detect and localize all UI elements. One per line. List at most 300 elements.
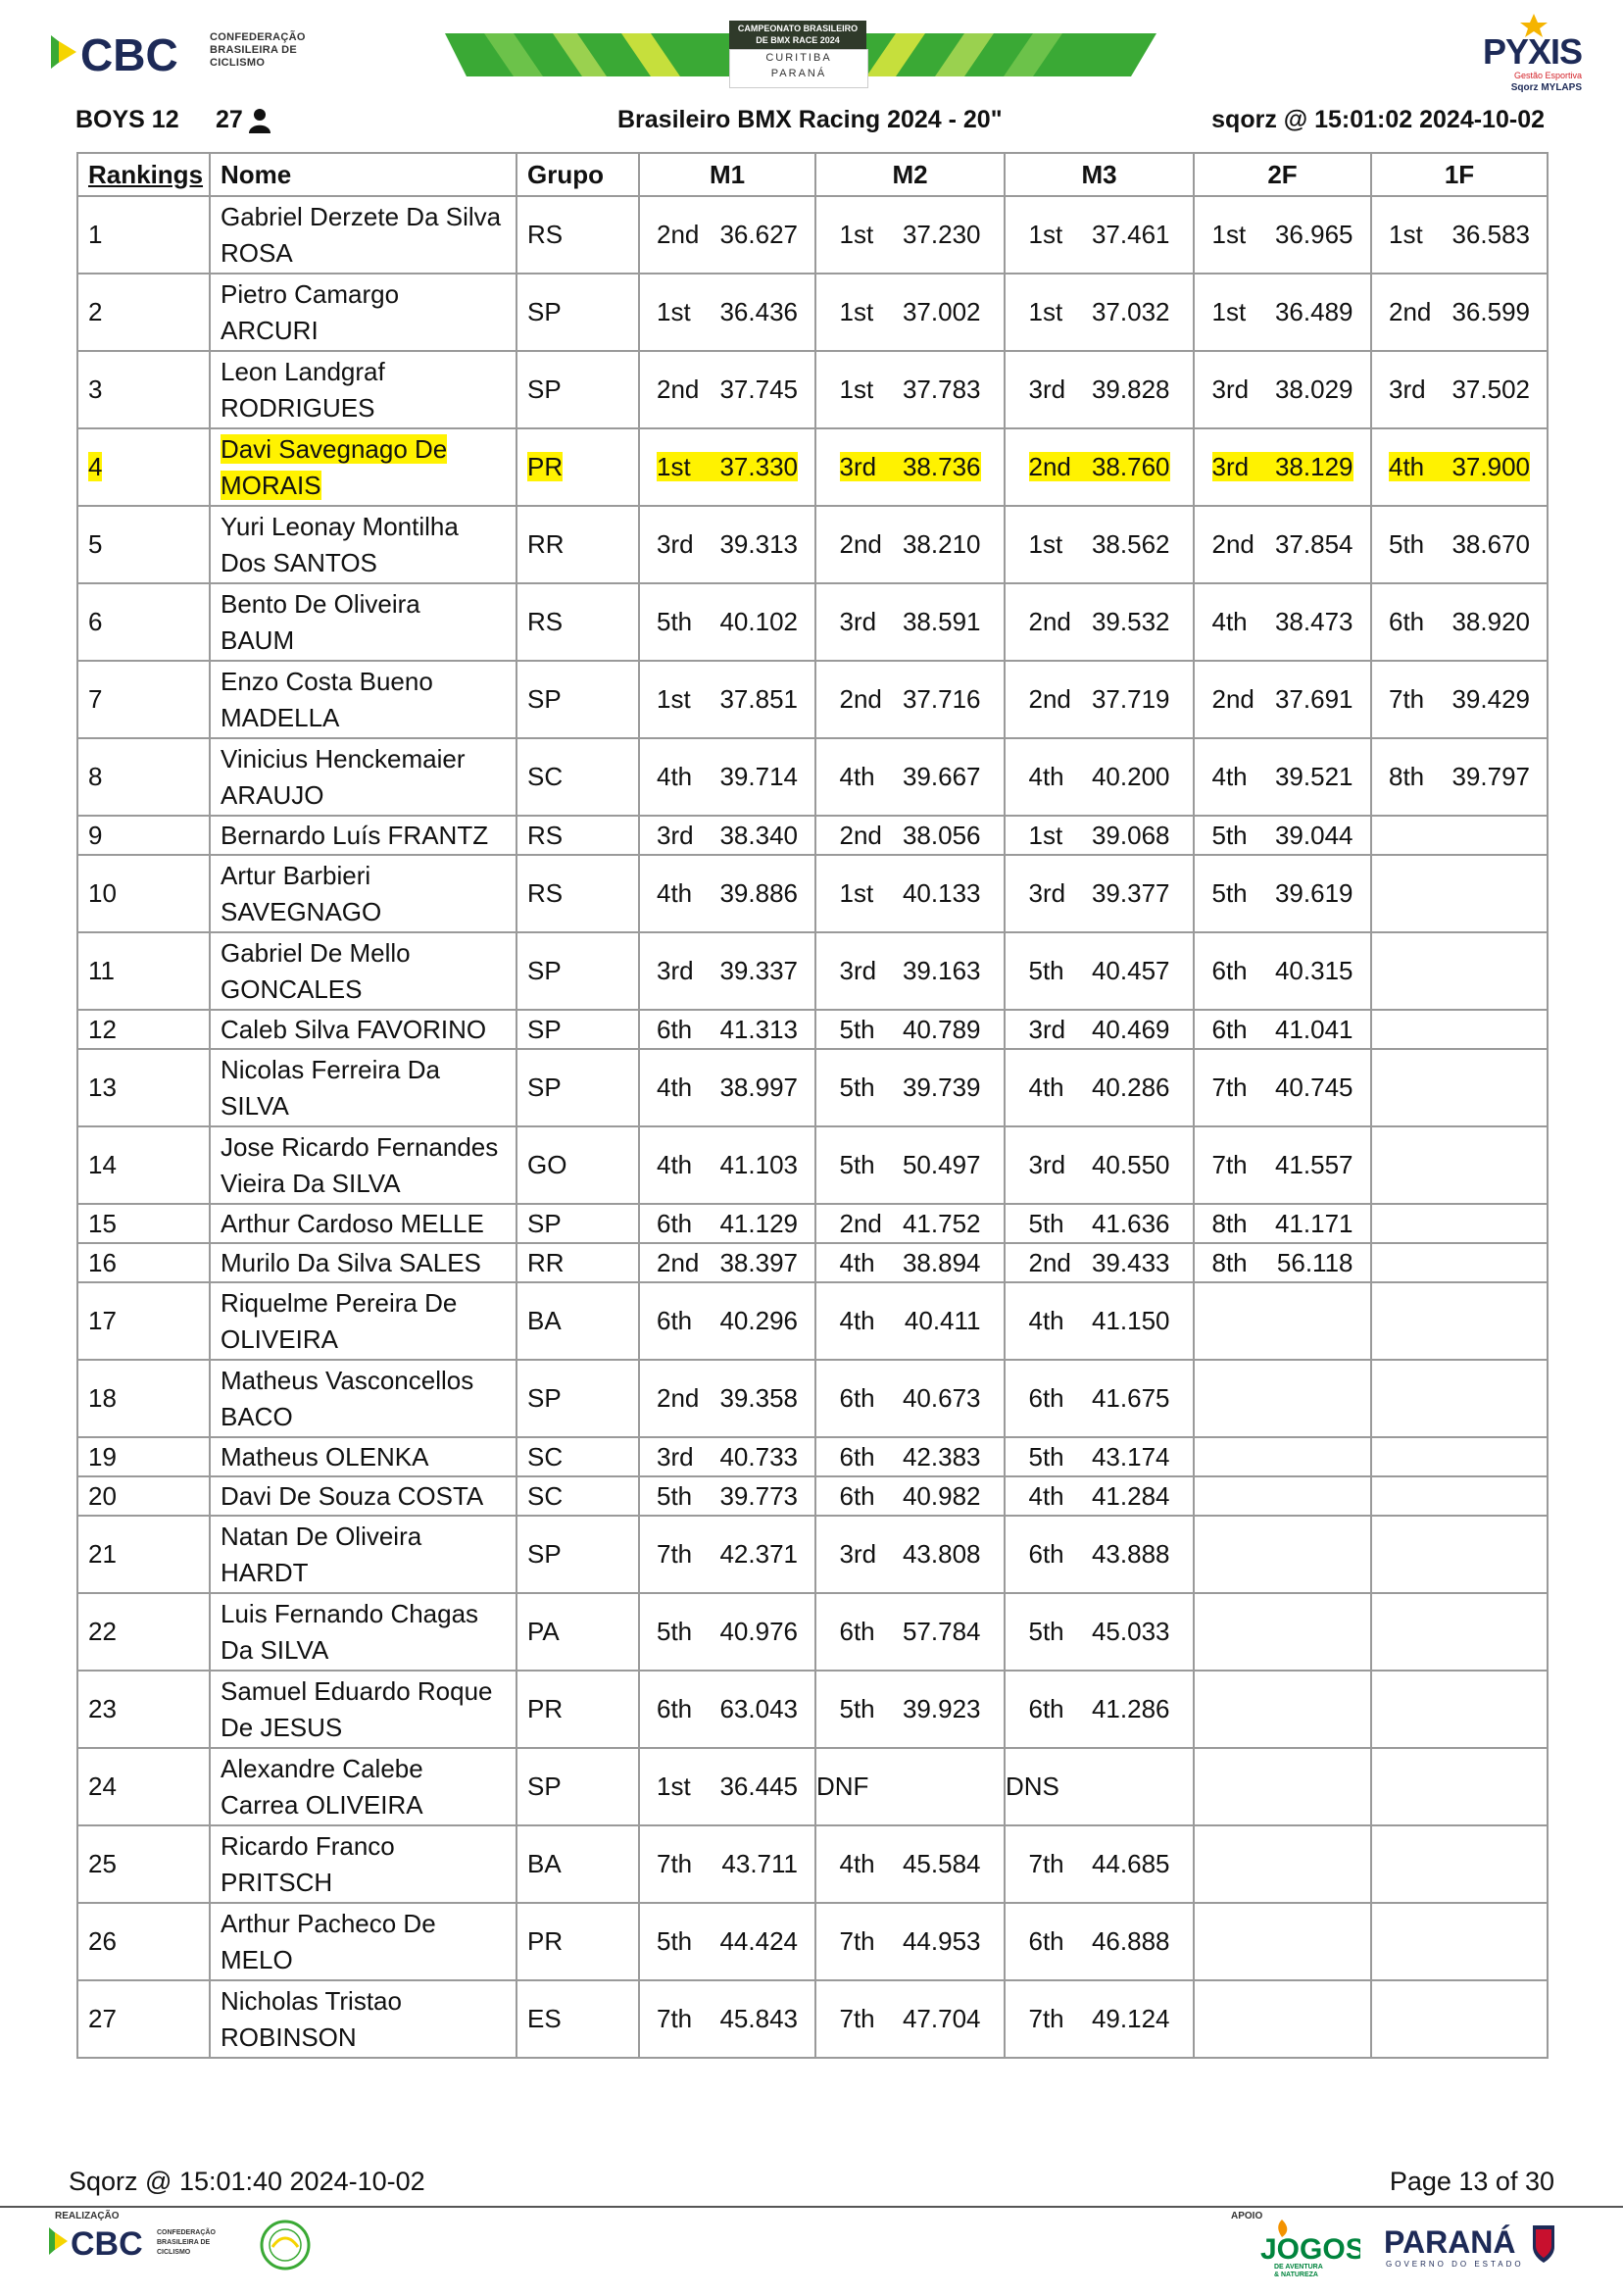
m1-cell [639,1980,815,2058]
group-cell: SC [516,1476,639,1516]
m2-time: 40.789 [902,1014,981,1044]
2f-position: 3rd [1211,374,1250,404]
rankings-table [76,152,1549,2059]
m3-time: 40.457 [1091,956,1170,985]
2f-position: 3rd [1211,452,1250,481]
m3-position: 4th [1028,762,1064,791]
name-line: Da SILVA [221,1634,329,1665]
2f-cell [1194,816,1371,855]
table-row [77,1126,1548,1204]
group-cell: RS [516,855,639,932]
m2-cell [815,1980,1005,2058]
name-line: ARCURI [221,315,319,345]
1f-cell [1371,932,1548,1010]
table-row [77,661,1548,738]
category-label: BOYS 12 [75,106,179,133]
m3-cell [1005,1516,1194,1593]
name-line: Luis Fernando Chagas [221,1598,479,1628]
name-cell [210,1360,516,1437]
svg-text:CICLISMO: CICLISMO [157,2249,191,2256]
table-row [77,196,1548,274]
m2-time: 37.230 [902,220,981,249]
m2-cell [815,738,1005,816]
table-row [77,1476,1548,1516]
1f-cell [1371,351,1548,428]
2f-cell [1194,1748,1371,1825]
m1-cell [639,1049,815,1126]
group-cell: RS [516,196,639,274]
2f-position: 8th [1211,1247,1248,1277]
rank-cell: 7 [77,661,210,738]
2f-time: 39.619 [1274,878,1353,908]
m2-position: 5th [839,1073,875,1102]
col-header-m2: M2 [815,153,1005,196]
m2-position: 7th [839,2004,875,2033]
name-line: Gabriel De Mello [221,937,411,968]
m2-status: DNF [816,1772,869,1801]
2f-time: 37.691 [1274,684,1353,714]
rank-cell: 3 [77,351,210,428]
name-line: Gabriel Derzete Da Silva [221,201,502,231]
m1-time: 38.340 [719,820,798,850]
1f-cell [1371,274,1548,351]
m1-position: 1st [657,297,691,326]
2f-cell [1194,1476,1371,1516]
name-line: Alexandre Calebe [221,1753,423,1783]
name-line: Jose Ricardo Fernandes [221,1131,499,1162]
m3-position: 6th [1028,1539,1064,1569]
1f-cell [1371,661,1548,738]
table-row [77,274,1548,351]
2f-time: 38.473 [1274,607,1353,636]
m1-position: 4th [657,1073,693,1102]
svg-text:BRASILEIRA DE: BRASILEIRA DE [157,2239,211,2246]
2f-time: 40.745 [1274,1073,1353,1102]
m2-cell [815,1437,1005,1476]
2f-position: 5th [1211,878,1248,908]
banner-city: CURITIBA PARANÁ [729,49,868,88]
1f-cell [1371,196,1548,274]
name-line: Vieira Da SILVA [221,1168,401,1198]
m2-position: 4th [839,1306,875,1335]
m2-cell [815,506,1005,583]
2f-position: 5th [1211,820,1248,850]
1f-position: 4th [1389,452,1425,481]
m1-cell [639,1516,815,1593]
name-cell [210,1437,516,1476]
rank-cell: 9 [77,816,210,855]
table-row [77,1748,1548,1825]
2f-position: 4th [1211,607,1248,636]
2f-cell [1194,738,1371,816]
name-line: Caleb Silva FAVORINO [221,1014,487,1044]
m2-position: 3rd [839,452,877,481]
table-row [77,1593,1548,1671]
name-line: Samuel Eduardo Roque [221,1675,493,1706]
name-cell [210,932,516,1010]
m1-cell [639,932,815,1010]
name-cell [210,1126,516,1204]
m2-time: 37.716 [902,684,981,714]
table-row [77,932,1548,1010]
m1-position: 6th [657,1014,693,1044]
m3-position: 2nd [1028,1247,1071,1277]
m2-position: 6th [839,1617,875,1646]
2f-cell [1194,932,1371,1010]
table-row [77,1204,1548,1243]
m2-cell [815,1243,1005,1282]
name-line: RODRIGUES [221,392,375,423]
name-cell [210,583,516,661]
group-cell: SP [516,1748,639,1825]
rank-cell: 22 [77,1593,210,1671]
m1-time: 39.358 [719,1383,798,1413]
m1-position: 5th [657,1617,693,1646]
m3-position: 5th [1028,1617,1064,1646]
group-cell: SP [516,1204,639,1243]
m1-time: 41.103 [719,1150,798,1179]
m1-cell [639,1825,815,1903]
m1-cell [639,428,815,506]
rank-cell: 24 [77,1748,210,1825]
m3-position: 2nd [1028,607,1071,636]
m1-cell [639,661,815,738]
m1-cell [639,583,815,661]
m1-cell [639,816,815,855]
table-row [77,1282,1548,1360]
group-cell: RR [516,1243,639,1282]
m3-time: 41.675 [1091,1383,1170,1413]
m1-cell [639,1748,815,1825]
1f-cell [1371,1825,1548,1903]
m3-time: 41.636 [1091,1208,1170,1238]
championship-banner [445,18,1156,88]
m1-position: 4th [657,878,693,908]
1f-position: 3rd [1389,374,1426,404]
col-header-m3: M3 [1005,153,1194,196]
m1-time: 39.886 [719,878,798,908]
rank-cell: 21 [77,1516,210,1593]
1f-cell [1371,1980,1548,2058]
2f-time: 36.965 [1274,220,1353,249]
2f-cell [1194,1204,1371,1243]
m1-time: 44.424 [719,1926,798,1956]
col-header-group: Grupo [516,153,639,196]
cbc-logo-text: CBC [80,29,178,76]
rank-cell: 20 [77,1476,210,1516]
m2-cell [815,1126,1005,1204]
group-cell: PR [516,1903,639,1980]
m3-position: 1st [1028,529,1063,559]
group-cell: RS [516,583,639,661]
name-line: Arthur Pacheco De [221,1908,436,1938]
m3-time: 44.685 [1091,1849,1170,1878]
m3-time: 40.286 [1091,1073,1170,1102]
m3-time: 39.068 [1091,820,1170,850]
m1-cell [639,1360,815,1437]
name-line: Nicholas Tristao [221,1985,402,2016]
name-cell [210,428,516,506]
2f-cell [1194,196,1371,274]
m2-cell [815,1476,1005,1516]
group-cell: SP [516,1010,639,1049]
rank-cell: 27 [77,1980,210,2058]
m2-time: 37.002 [902,297,981,326]
m3-cell [1005,1243,1194,1282]
table-row [77,1903,1548,1980]
realizacao-label: REALIZAÇÃO [55,2211,120,2221]
group-cell: PR [516,428,639,506]
m1-position: 2nd [657,1247,700,1277]
name-line: Bento De Oliveira [221,588,420,619]
rank-cell: 10 [77,855,210,932]
m3-cell [1005,1476,1194,1516]
2f-cell [1194,661,1371,738]
federation-emblem-icon [251,2218,320,2272]
group-cell: BA [516,1282,639,1360]
m2-cell [815,196,1005,274]
m2-position: 3rd [839,607,877,636]
m1-time: 38.397 [719,1247,798,1277]
m1-time: 36.627 [719,220,798,249]
col-header-1f: 1F [1371,153,1548,196]
m2-position: 7th [839,1926,875,1956]
m1-cell [639,351,815,428]
2f-time: 39.044 [1274,820,1353,850]
m1-time: 36.436 [719,297,798,326]
m1-time: 37.851 [719,684,798,714]
name-line: OLIVEIRA [221,1323,338,1354]
m1-position: 3rd [657,956,694,985]
m1-time: 36.445 [719,1772,798,1801]
m3-cell [1005,1671,1194,1748]
m1-cell [639,1903,815,1980]
m1-position: 5th [657,1480,693,1511]
name-line: Ricardo Franco [221,1830,395,1861]
m2-cell [815,661,1005,738]
cbc-logo [51,24,316,82]
m1-position: 1st [657,1772,691,1801]
name-cell [210,738,516,816]
1f-cell [1371,1010,1548,1049]
m2-position: 6th [839,1441,875,1472]
m3-position: 6th [1028,1694,1064,1723]
footer-divider [0,2206,1623,2208]
name-cell [210,1980,516,2058]
name-cell [210,661,516,738]
cbc-logo-mark [51,27,198,76]
1f-cell [1371,428,1548,506]
1f-cell [1371,1516,1548,1593]
m3-cell [1005,932,1194,1010]
m3-position: 5th [1028,1441,1064,1472]
col-header-rankings[interactable]: Rankings [77,153,210,196]
name-line: Leon Landgraf [221,356,385,386]
2f-cell [1194,274,1371,351]
group-cell: BA [516,1825,639,1903]
pyxis-subtitle: Gestão Esportiva [1513,71,1582,80]
m2-cell [815,816,1005,855]
name-cell [210,1671,516,1748]
table-row [77,1516,1548,1593]
1f-cell [1371,1243,1548,1282]
name-line: SAVEGNAGO [221,896,382,926]
m1-time: 39.714 [719,762,798,791]
m2-time: 38.056 [902,820,981,850]
1f-cell [1371,738,1548,816]
group-cell: RS [516,816,639,855]
rank-cell: 1 [77,196,210,274]
m2-cell [815,1360,1005,1437]
group-cell: SP [516,1516,639,1593]
1f-time: 38.670 [1451,529,1530,559]
2f-time: 40.315 [1274,956,1353,985]
m1-time: 40.733 [719,1441,798,1472]
m2-time: 43.808 [902,1539,981,1569]
1f-position: 7th [1389,684,1425,714]
group-cell: PR [516,1671,639,1748]
m3-cell [1005,196,1194,274]
name-cell [210,351,516,428]
m1-cell [639,274,815,351]
table-row [77,1243,1548,1282]
table-header-row [77,153,1548,196]
svg-text:JOGOS: JOGOS [1260,2233,1360,2266]
m3-cell [1005,583,1194,661]
m2-time: 47.704 [902,2004,981,2033]
m1-cell [639,1671,815,1748]
m2-time: 38.736 [902,452,981,481]
m1-cell [639,1204,815,1243]
name-cell [210,196,516,274]
2f-cell [1194,1243,1371,1282]
name-line: SILVA [221,1090,289,1121]
2f-cell [1194,506,1371,583]
m2-cell [815,1516,1005,1593]
m2-time: 40.133 [902,878,981,908]
table-row [77,855,1548,932]
m1-time: 37.745 [719,374,798,404]
m1-position: 7th [657,1849,693,1878]
1f-cell [1371,583,1548,661]
m2-cell [815,1282,1005,1360]
m2-cell [815,1010,1005,1049]
m1-position: 7th [657,2004,693,2033]
m1-position: 4th [657,762,693,791]
m1-time: 40.102 [719,607,798,636]
m2-time: 39.923 [902,1694,981,1723]
m3-cell [1005,274,1194,351]
m1-position: 3rd [657,1441,694,1472]
m2-position: 1st [839,374,874,404]
rank-cell: 16 [77,1243,210,1282]
m3-cell [1005,428,1194,506]
table-row [77,1671,1548,1748]
m1-time: 39.337 [719,956,798,985]
m3-time: 41.284 [1091,1480,1170,1511]
2f-cell [1194,1825,1371,1903]
m3-time: 39.377 [1091,878,1170,908]
m2-time: 45.584 [902,1849,981,1878]
1f-time: 37.502 [1451,374,1530,404]
name-cell [210,274,516,351]
name-line: MORAIS [221,470,321,500]
1f-cell [1371,1126,1548,1204]
2f-cell [1194,1516,1371,1593]
name-line: Carrea OLIVEIRA [221,1789,423,1820]
m2-position: 3rd [839,1539,877,1569]
m3-time: 39.828 [1091,374,1170,404]
rank-cell: 11 [77,932,210,1010]
m2-cell [815,1671,1005,1748]
2f-position: 6th [1211,1014,1248,1044]
2f-cell [1194,1049,1371,1126]
m3-time: 37.032 [1091,297,1170,326]
1f-time: 36.599 [1451,297,1530,326]
2f-time: 38.129 [1274,452,1353,481]
m1-position: 2nd [657,220,700,249]
m3-cell [1005,1204,1194,1243]
m2-position: 4th [839,1849,875,1878]
m1-position: 1st [657,684,691,714]
m3-time: 43.888 [1091,1539,1170,1569]
m1-cell [639,1010,815,1049]
m2-time: 41.752 [902,1208,981,1238]
name-line: BACO [221,1401,293,1431]
m1-position: 4th [657,1150,693,1179]
1f-cell [1371,1360,1548,1437]
name-line: Artur Barbieri [221,860,371,890]
name-cell [210,816,516,855]
m3-time: 37.461 [1091,220,1170,249]
m3-position: 5th [1028,1208,1064,1238]
m1-position: 6th [657,1694,693,1723]
cbc-subtitle: CONFEDERAÇÃO BRASILEIRA DE CICLISMO [210,31,306,69]
m3-position: 3rd [1028,374,1066,404]
m1-position: 6th [657,1306,693,1335]
group-cell: SP [516,1049,639,1126]
m3-position: 1st [1028,297,1063,326]
2f-cell [1194,1010,1371,1049]
name-line: Dos SANTOS [221,547,377,577]
m3-position: 3rd [1028,1150,1066,1179]
name-line: ARAUJO [221,779,324,810]
federation-emblem [251,2218,320,2272]
m2-cell [815,1748,1005,1825]
1f-position: 6th [1389,607,1425,636]
m3-time: 40.469 [1091,1014,1170,1044]
name-line: Bernardo Luís FRANTZ [221,820,489,850]
m2-cell [815,1204,1005,1243]
svg-text:CBC: CBC [71,2225,143,2261]
group-cell: SP [516,274,639,351]
name-line: PRITSCH [221,1867,333,1897]
banner-title: CAMPEONATO BRASILEIRO DE BMX RACE 2024 [729,21,866,49]
m1-position: 7th [657,1539,693,1569]
name-cell [210,1903,516,1980]
m1-cell [639,1126,815,1204]
group-cell: SP [516,351,639,428]
name-line: Arthur Cardoso MELLE [221,1208,484,1238]
rank-cell: 6 [77,583,210,661]
m1-cell [639,738,815,816]
m1-time: 38.997 [719,1073,798,1102]
m2-position: 6th [839,1480,875,1511]
name-cell [210,1516,516,1593]
rank-cell: 8 [77,738,210,816]
col-header-name: Nome [210,153,516,196]
table-row [77,506,1548,583]
